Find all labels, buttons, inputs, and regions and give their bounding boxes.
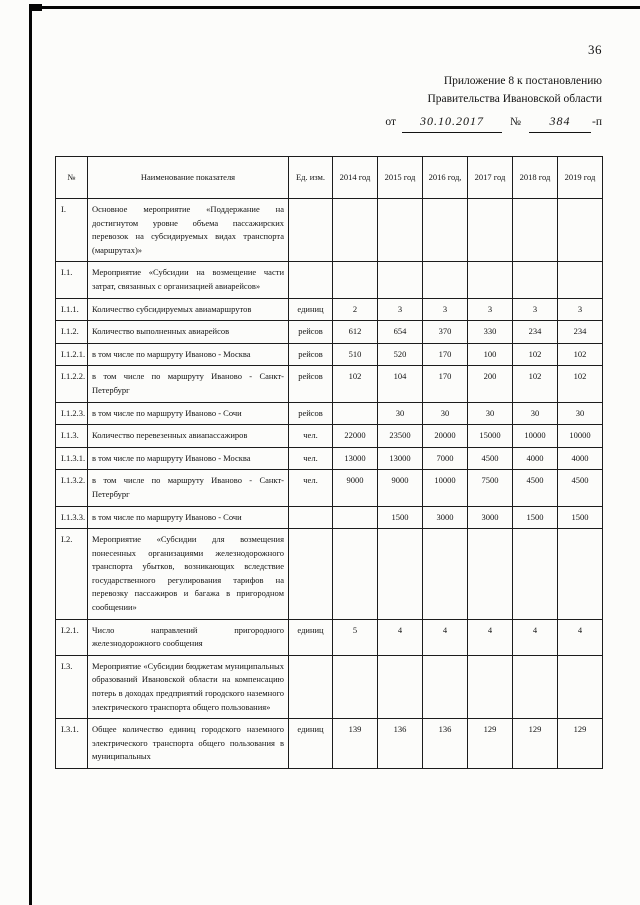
value-cell: 1500 — [558, 506, 603, 529]
table-row — [56, 298, 603, 321]
indicator-name-cell: Мероприятие «Субсидии для возмещения понесенных организациями железнодорожного транспорта убытков, возникающих вследствие государственного регулирования тарифов на перевозку пассажиров и багажа в пригородном сообщении» — [88, 529, 289, 620]
header-date-handwritten: 30.10.2017 — [420, 113, 485, 128]
table-row — [56, 619, 603, 655]
table-head — [56, 157, 603, 199]
unit-cell: чел. — [289, 425, 333, 448]
unit-cell — [289, 506, 333, 529]
value-cell: 1500 — [378, 506, 423, 529]
value-cell — [513, 199, 558, 262]
value-cell: 102 — [513, 366, 558, 402]
indicator-name-cell: Количество перевезенных авиапассажиров — [88, 425, 289, 448]
header-number-handwritten: 384 — [549, 113, 571, 128]
row-number-cell: I.1.3. — [56, 425, 88, 448]
unit-cell: единиц — [289, 619, 333, 655]
unit-cell: чел. — [289, 447, 333, 470]
unit-cell: чел. — [289, 470, 333, 506]
value-cell — [378, 655, 423, 718]
value-cell: 4 — [378, 619, 423, 655]
value-cell: 170 — [423, 366, 468, 402]
value-cell: 23500 — [378, 425, 423, 448]
value-cell: 234 — [513, 321, 558, 344]
indicator-name-cell: Число направлений пригородного железнодорожного сообщения — [88, 619, 289, 655]
value-cell — [513, 262, 558, 298]
scan-artifact-top-line — [29, 6, 640, 9]
value-cell: 139 — [333, 719, 378, 769]
header-number-suffix: -п — [592, 115, 602, 128]
column-header: 2016 год, — [423, 157, 468, 199]
value-cell — [333, 402, 378, 425]
value-cell: 370 — [423, 321, 468, 344]
value-cell: 136 — [423, 719, 468, 769]
value-cell: 30 — [423, 402, 468, 425]
row-number-cell: I.1.2.3. — [56, 402, 88, 425]
value-cell: 170 — [423, 343, 468, 366]
value-cell: 10000 — [513, 425, 558, 448]
column-header: 2019 год — [558, 157, 603, 199]
value-cell: 10000 — [423, 470, 468, 506]
value-cell: 30 — [378, 402, 423, 425]
table-row — [56, 402, 603, 425]
value-cell — [558, 529, 603, 620]
table-row — [56, 425, 603, 448]
value-cell: 3 — [378, 298, 423, 321]
column-header: № — [56, 157, 88, 199]
table-row — [56, 262, 603, 298]
value-cell: 7000 — [423, 447, 468, 470]
value-cell: 102 — [333, 366, 378, 402]
value-cell: 102 — [558, 366, 603, 402]
unit-cell: рейсов — [289, 343, 333, 366]
value-cell: 4 — [468, 619, 513, 655]
column-header: 2015 год — [378, 157, 423, 199]
table-row — [56, 506, 603, 529]
value-cell — [513, 529, 558, 620]
scan-artifact-left-line — [29, 6, 32, 905]
indicator-name-cell: Количество субсидируемых авиамаршрутов — [88, 298, 289, 321]
row-number-cell: I.1. — [56, 262, 88, 298]
table-body — [56, 199, 603, 769]
table-row — [56, 343, 603, 366]
row-number-cell: I.3. — [56, 655, 88, 718]
table-row — [56, 447, 603, 470]
indicator-name-cell: в том числе по маршруту Иваново - Москва — [88, 447, 289, 470]
value-cell — [378, 262, 423, 298]
value-cell: 234 — [558, 321, 603, 344]
header-line-date-number — [272, 112, 602, 134]
value-cell — [333, 506, 378, 529]
header-from-label: от — [385, 115, 397, 128]
indicator-name-cell: Основное мероприятие «Поддержание на достигнутом уровне объема пассажирских перевозок на субсидируемых видах транспорта (маршрутах)» — [88, 199, 289, 262]
value-cell: 129 — [558, 719, 603, 769]
indicator-name-cell: Общее количество единиц городского наземного электрического транспорта общего пользования в муниципальных — [88, 719, 289, 769]
value-cell — [333, 655, 378, 718]
value-cell — [423, 199, 468, 262]
value-cell: 129 — [513, 719, 558, 769]
value-cell: 510 — [333, 343, 378, 366]
value-cell: 4500 — [558, 470, 603, 506]
row-number-cell: I.1.2.1. — [56, 343, 88, 366]
indicators-table — [55, 156, 603, 769]
value-cell: 13000 — [378, 447, 423, 470]
value-cell: 3 — [558, 298, 603, 321]
value-cell — [558, 655, 603, 718]
value-cell: 136 — [378, 719, 423, 769]
indicator-name-cell: в том числе по маршруту Иваново - Санкт-Петербург — [88, 366, 289, 402]
unit-cell: рейсов — [289, 366, 333, 402]
value-cell: 15000 — [468, 425, 513, 448]
indicator-name-cell: Количество выполненных авиарейсов — [88, 321, 289, 344]
value-cell: 4500 — [513, 470, 558, 506]
unit-cell: единиц — [289, 719, 333, 769]
column-header: 2018 год — [513, 157, 558, 199]
value-cell: 30 — [513, 402, 558, 425]
value-cell: 654 — [378, 321, 423, 344]
unit-cell — [289, 655, 333, 718]
value-cell: 3 — [468, 298, 513, 321]
value-cell: 1500 — [513, 506, 558, 529]
value-cell: 3000 — [423, 506, 468, 529]
value-cell: 3000 — [468, 506, 513, 529]
table-row — [56, 366, 603, 402]
column-header: Наименование показателя — [88, 157, 289, 199]
column-header: 2017 год — [468, 157, 513, 199]
value-cell: 4 — [423, 619, 468, 655]
value-cell: 612 — [333, 321, 378, 344]
value-cell — [468, 262, 513, 298]
value-cell — [378, 529, 423, 620]
value-cell: 30 — [468, 402, 513, 425]
value-cell: 4000 — [558, 447, 603, 470]
table-row — [56, 199, 603, 262]
header-line-government: Правительства Ивановской области — [427, 92, 602, 105]
value-cell: 129 — [468, 719, 513, 769]
value-cell — [333, 262, 378, 298]
value-cell: 30 — [558, 402, 603, 425]
value-cell: 102 — [558, 343, 603, 366]
table-row — [56, 470, 603, 506]
value-cell — [423, 262, 468, 298]
value-cell: 13000 — [333, 447, 378, 470]
value-cell: 9000 — [378, 470, 423, 506]
indicator-name-cell: в том числе по маршруту Иваново - Санкт-Петербург — [88, 470, 289, 506]
row-number-cell: I. — [56, 199, 88, 262]
value-cell: 330 — [468, 321, 513, 344]
value-cell — [468, 655, 513, 718]
indicator-name-cell: в том числе по маршруту Иваново - Москва — [88, 343, 289, 366]
row-number-cell: I.2. — [56, 529, 88, 620]
row-number-cell: I.2.1. — [56, 619, 88, 655]
value-cell: 9000 — [333, 470, 378, 506]
indicator-name-cell: в том числе по маршруту Иваново - Сочи — [88, 506, 289, 529]
value-cell — [333, 199, 378, 262]
value-cell: 10000 — [558, 425, 603, 448]
table-header-row — [56, 157, 603, 199]
value-cell — [423, 529, 468, 620]
value-cell: 4 — [558, 619, 603, 655]
value-cell: 520 — [378, 343, 423, 366]
page-number: 36 — [588, 42, 602, 57]
indicator-name-cell: Мероприятие «Субсидии бюджетам муниципальных образований Ивановской области на компенсацию потерь в доходах предприятий городского наземного электрического транспорта общего пользования» — [88, 655, 289, 718]
value-cell: 22000 — [333, 425, 378, 448]
value-cell — [513, 655, 558, 718]
unit-cell — [289, 199, 333, 262]
header-line-appendix: Приложение 8 к постановлению — [443, 75, 602, 87]
value-cell — [558, 199, 603, 262]
value-cell — [558, 262, 603, 298]
unit-cell: рейсов — [289, 321, 333, 344]
table-row — [56, 529, 603, 620]
value-cell — [378, 199, 423, 262]
table-row — [56, 321, 603, 344]
value-cell — [468, 199, 513, 262]
row-number-cell: I.1.3.2. — [56, 470, 88, 506]
column-header: 2014 год — [333, 157, 378, 199]
value-cell — [423, 655, 468, 718]
value-cell: 200 — [468, 366, 513, 402]
row-number-cell: I.3.1. — [56, 719, 88, 769]
value-cell: 7500 — [468, 470, 513, 506]
value-cell: 4500 — [468, 447, 513, 470]
row-number-cell: I.1.3.3. — [56, 506, 88, 529]
row-number-cell: I.1.1. — [56, 298, 88, 321]
unit-cell: единиц — [289, 298, 333, 321]
value-cell: 104 — [378, 366, 423, 402]
value-cell: 3 — [423, 298, 468, 321]
value-cell — [468, 529, 513, 620]
value-cell: 100 — [468, 343, 513, 366]
indicator-name-cell: в том числе по маршруту Иваново - Сочи — [88, 402, 289, 425]
value-cell: 4 — [513, 619, 558, 655]
document-header — [272, 73, 602, 133]
row-number-cell: I.1.3.1. — [56, 447, 88, 470]
header-no-label: № — [510, 115, 522, 128]
value-cell: 102 — [513, 343, 558, 366]
row-number-cell: I.1.2.2. — [56, 366, 88, 402]
value-cell: 5 — [333, 619, 378, 655]
value-cell: 3 — [513, 298, 558, 321]
unit-cell: рейсов — [289, 402, 333, 425]
table-row — [56, 719, 603, 769]
value-cell: 2 — [333, 298, 378, 321]
unit-cell — [289, 529, 333, 620]
value-cell — [333, 529, 378, 620]
value-cell: 20000 — [423, 425, 468, 448]
indicator-name-cell: Мероприятие «Субсидии на возмещение части затрат, связанных с организацией авиарейсов» — [88, 262, 289, 298]
value-cell: 4000 — [513, 447, 558, 470]
column-header: Ед. изм. — [289, 157, 333, 199]
table-row — [56, 655, 603, 718]
unit-cell — [289, 262, 333, 298]
row-number-cell: I.1.2. — [56, 321, 88, 344]
